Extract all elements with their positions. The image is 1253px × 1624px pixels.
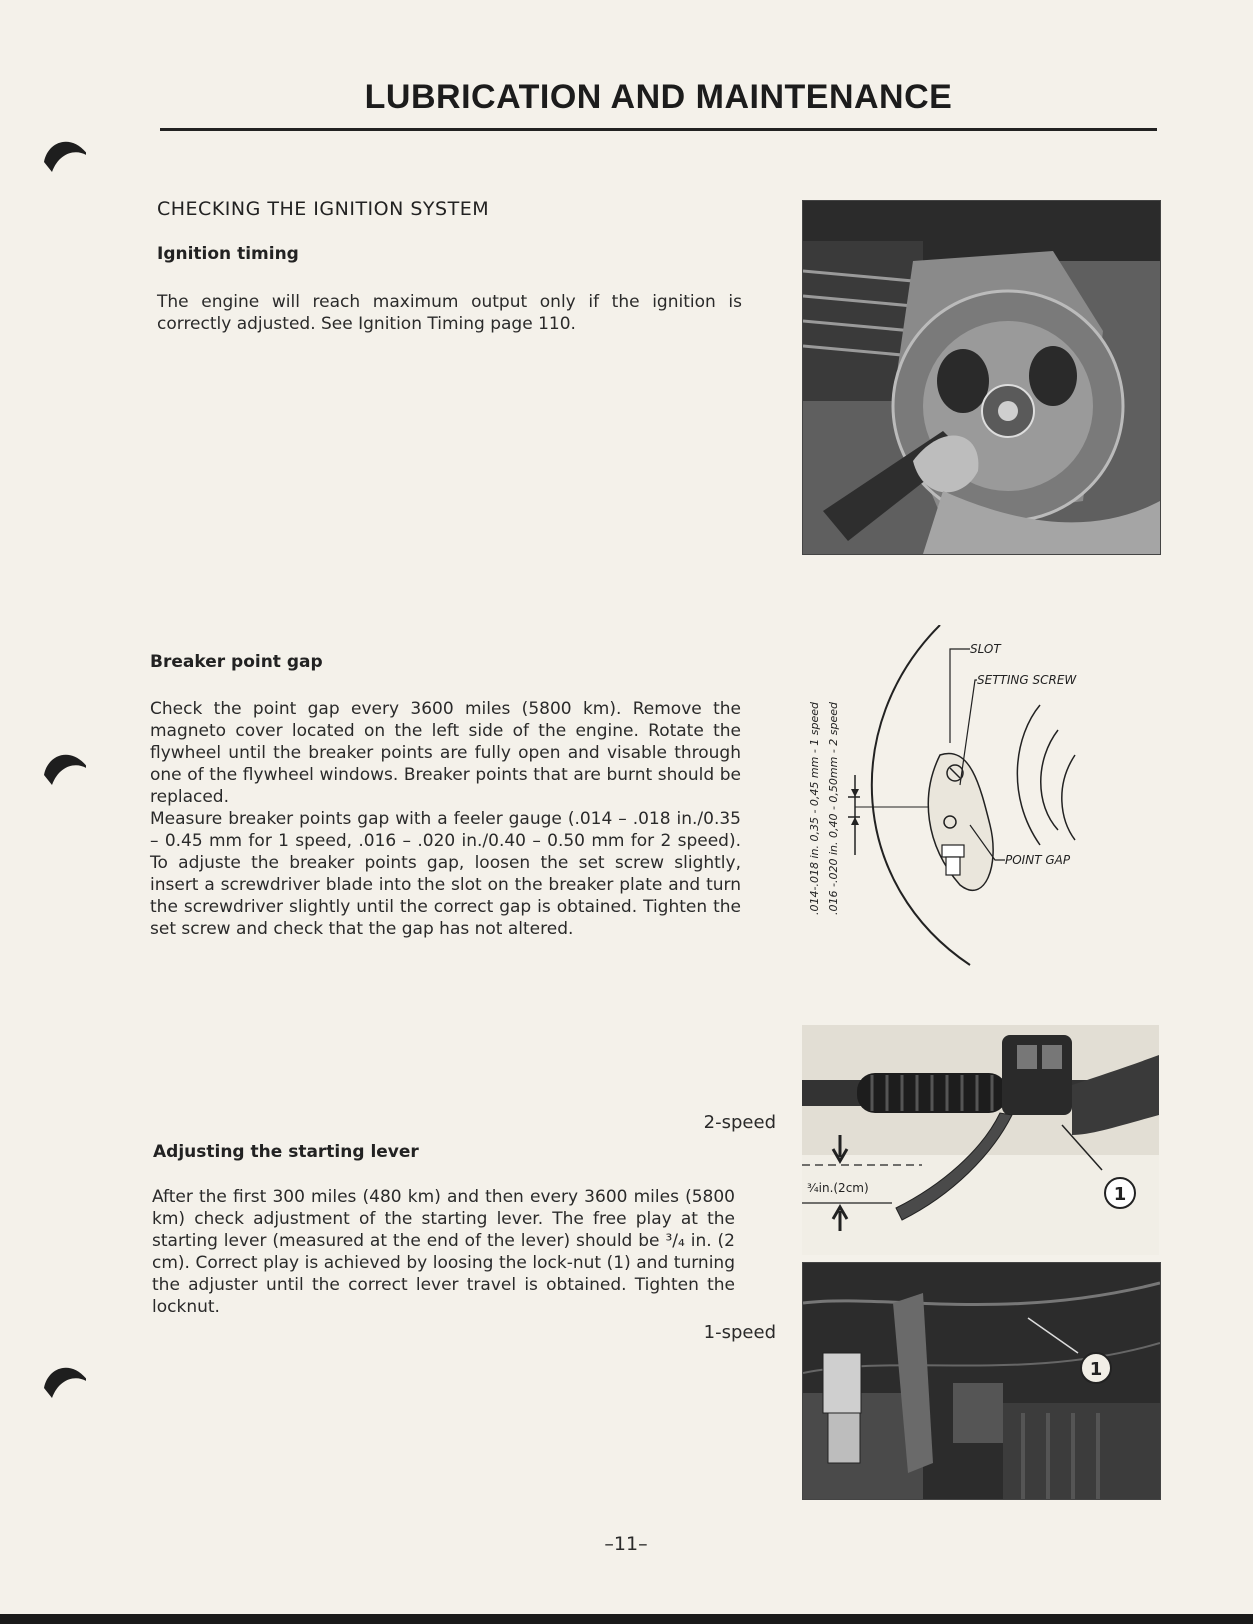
page-title: LUBRICATION AND MAINTENANCE	[364, 78, 953, 116]
section-heading-ignition: CHECKING THE IGNITION SYSTEM	[157, 198, 490, 220]
punch-hole	[40, 132, 86, 178]
starting-lever-paragraph: After the first 300 miles (480 km) and then every 3600 miles (5800 km) check adjustment of the starting lever. The free play at the starting lever (measured at the end of the lever) should be ³/₄ in. (2 cm). Correct play is achieved by loosing the lock-nut (1) and turning the adjuster until the correct lever travel is obtained. Tighten the locknut.	[152, 1187, 735, 1317]
breaker-paragraph-2: Measure breaker points gap with a feeler gauge (.014 – .018 in./0.35 – 0.45 mm for 1 speed, .016 – .020 in./0.40 – 0.50 mm for 2 speed). To adjuste the breaker points gap, loosen the set screw slightly, insert a screwdriver blade into the slot on the breaker plate and turn the screwdriver slightly until the correct gap is obtained. Tighten the set screw and check that the gap has not altered.	[150, 809, 741, 939]
free-play-label: ³⁄₄in.(2cm)	[807, 1181, 869, 1195]
caption-one-speed: 1-speed	[703, 1322, 776, 1343]
label-setting-screw: SETTING SCREW	[977, 673, 1077, 687]
handlebar-lever-photo	[802, 1025, 1159, 1255]
subheading-ignition-timing: Ignition timing	[157, 244, 299, 264]
title-divider	[160, 128, 1157, 131]
page-number: –11–	[604, 1533, 648, 1555]
label-point-gap: POINT GAP	[1005, 853, 1071, 867]
subheading-starting-lever: Adjusting the starting lever	[153, 1142, 419, 1162]
breaker-paragraph-1: Check the point gap every 3600 miles (5800 km). Remove the magneto cover located on the left side of the engine. Rotate the flywheel until the breaker points are fully open and visable through one of the flywheel windows. Breaker points that are burnt should be replaced.	[150, 699, 741, 807]
dimension-one-speed: .014-.018 in. 0,35 - 0,45 mm - 1 speed	[808, 701, 821, 915]
punch-hole	[40, 745, 86, 791]
flywheel-photo	[802, 200, 1161, 555]
scan-edge	[0, 1614, 1253, 1624]
caption-two-speed: 2-speed	[703, 1112, 776, 1133]
breaker-point-diagram	[800, 625, 1140, 985]
engine-adjuster-photo	[802, 1262, 1161, 1500]
breaker-paragraphs	[150, 698, 741, 940]
subheading-breaker-point-gap: Breaker point gap	[150, 652, 323, 672]
callout-number-1: 1	[1089, 1359, 1103, 1380]
dimension-two-speed: .016 -.020 in. 0,40 - 0,50mm - 2 speed	[827, 701, 840, 915]
label-slot: SLOT	[970, 642, 1001, 656]
punch-hole	[40, 1358, 86, 1404]
ignition-paragraph: The engine will reach maximum output only if the ignition is correctly adjusted. See Ignition Timing page 110.	[157, 292, 742, 334]
callout-number-1: 1	[1113, 1184, 1127, 1205]
